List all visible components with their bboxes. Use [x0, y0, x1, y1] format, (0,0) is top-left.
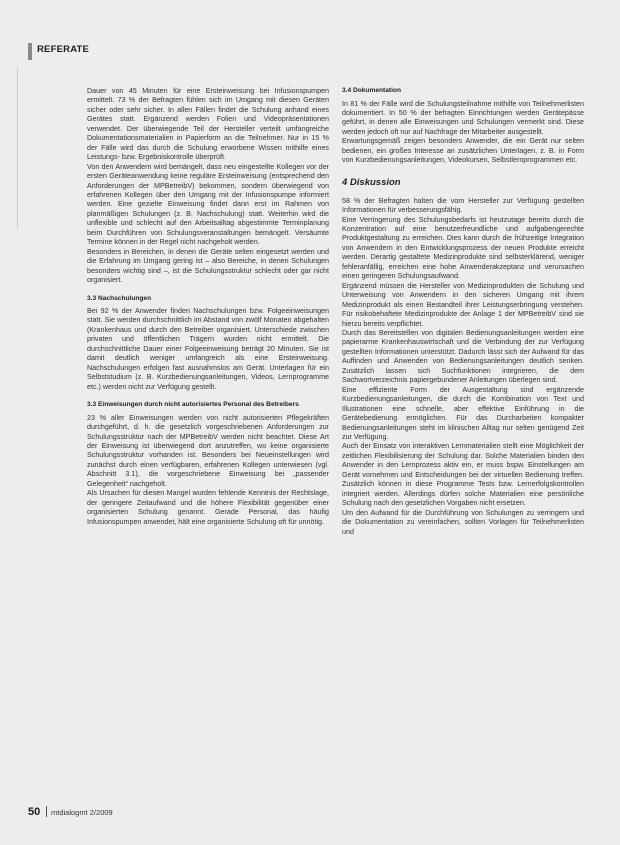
left-paragraph: Dauer von 45 Minuten für eine Ersteinweisung bei Infusionspumpen ermittelt. 73 % der Befragten fühlen sich im Umgang mit diesen Geräten sicher oder sehr sicher. In allen Fällen findet die Schulung anhand eines Gerätes statt. Ergänzend werden Folien und Videopräsentationen verwendet. Der überwiegende Teil der Hersteller verteilt umfangreiche Dokumentationsmaterialien in Papierform an die Teilnehmer. Nur in 15 % der Fälle wird das durch die Schulung erworbene Wissen mithilfe eines Leistungs- bzw. Ergebniskontrolle überprüft.: [87, 87, 329, 162]
right-paragraph: 58 % der Befragten halten die vom Hersteller zur Verfügung gestellten Informationen für verbesserungsfähig.: [342, 196, 584, 215]
text-column-left: [87, 87, 329, 527]
page-number: 50: [28, 806, 41, 818]
left-paragraph: Als Ursachen für diesen Mangel wurden fehlende Kenntnis der Rechtslage, der geringere Zeitaufwand und die höhere Flexibilität gegenüber einer organisierten Schulung genannt. Gerade Personal, das häufig Infusionspumpen anwendet, hält eine organisierte Schulung oft für unnötig.: [87, 489, 329, 526]
right-paragraph: In 81 % der Fälle wird die Schulungsteilnahme mithilfe von Teilnehmerlisten dokumentiert. In 50 % der befragten Einrichtungen werden Gerätepässe geführt, in denen alle Einweisungen und Schulungen vermerkt sind. Diese werden jedoch oft nur auf Nachfrage der Mitarbeiter ausgestellt.: [342, 99, 584, 136]
right-paragraph: Eine effiziente Form der Ausgestaltung sind ergänzende Kurzbedienungsanleitungen, die durch die Kombination von Text und Illustrationen eine schnelle, aber effektive Einführung in die Gerätebedienung ermöglichen. Für das Durcharbeiten kompakter Bedienungsanleitungen steht im klinischen Alltag nur selten genügend Zeit zur Verfügung.: [342, 385, 584, 441]
left-paragraph: Von den Anwendern wird bemängelt, dass neu eingestellte Kollegen vor der ersten Geräteanwendung keine reguläre Ersteinweisung (entsprechend den Anforderungen der MPBetreibV) bekommen, sondern überwiegend von erfahrenen Kollegen über den Umgang mit der Infusionspumpe informiert werden. Eine gezielte Einweisung findet dann erst im Rahmen von planmäßigen Schulungen (z. B. Nachschulung) statt. Weiterhin wird die unflexible und schlecht auf den Arbeitsalltag abgestimmte Terminplanung beim Durchführen von Schulungsveranstaltungen bemängelt. Versäumte Termine können in der Regel nicht nachgeholt werden.: [87, 162, 329, 247]
journal-name: mtdialog​mt 2/2009: [51, 808, 113, 817]
margin-rule: [17, 68, 18, 228]
right-heading: 4 Diskussion: [342, 176, 401, 188]
text-column-right: [342, 87, 584, 537]
left-heading: 3.3 Einweisungen durch nicht autorisiertes Personal des Betreibers: [87, 401, 299, 409]
footer-divider: [46, 806, 47, 817]
right-paragraph: Durch das Bereitstellen von digitalen Bedienungsanleitungen werden eine papierarme Krankenhauswirtschaft und die Verbindung der zur Verfügung gestellten Informationen unterstützt. Dadurch lässt sich der Aufwand für das Auffinden und Anwenden von Bedienungsanleitungen deutlich senken. Zusätzlich lassen sich Suchfunktionen integrieren, die dem Sachwortverzeichnis papiergebundener Anleitungen überlegen sind.: [342, 329, 584, 385]
left-paragraph: Bei 92 % der Anwender finden Nachschulungen bzw. Folgeeinweisungen statt. Sie werden durchschnittlich im Abstand von zwölf Monaten abgehalten (Krankenhaus und durch den Betreiber organisiert. Unterschiede zwischen privaten und öffentlichen Trägern wurden nicht ermittelt. Die durchschnittliche Dauer einer Folgeeinweisung beträgt 20 Minuten. Sie ist damit deutlich weniger umfangreich als eine Ersteinweisung. Nachschulungen erfolgen fast ausnahmslos am Gerät. Unterlagen für ein Selbststudium (z. B. Kurzbedienungsanleitungen, Videos, Lernprogramme etc.) werden nicht zur Verfügung gestellt.: [87, 307, 329, 391]
section-marker-bar: [28, 43, 32, 60]
right-paragraph: Eine Verringerung des Schulungsbedarfs ist heutzutage bereits durch die Konzentration auf eine benutzerfreundliche und aufgabengerechte Produktgestaltung zu erreichen. Dies kann durch die frühzeitige Integration von Anwendern in den Entwicklungsprozess der neuen Produkte erreicht werden. Derartig gestaltete Medizinprodukte sind selbsterklärend, weniger fehleranfällig, erreichen eine hohe Anwenderakzeptanz und verursachen einen geringeren Schulungsaufwand.: [342, 215, 584, 281]
left-paragraph: 23 % aller Einweisungen werden von nicht autorisierten Pflegekräften durchgeführt, d. h. die gesetzlich vorgeschriebenen Anforderungen zur Schulungsstruktur nach der MPBetreibV werden nicht beachtet. Diese Art der Einweisung ist überwiegend dort anzutreffen, wo keine organisierte Schulungsstruktur vorhanden ist. Besonders bei Neueinstellungen wird zunächst durch einen verfügbaren, erfahrenen Kollegen unterwiesen (vgl. Abschnitt 3.1), die vorgeschriebene Einweisung bei „passender Gelegenheit“ nachgeholt.: [87, 413, 329, 488]
right-paragraph: Erwartungsgemäß zeigen besonders Anwender, die ein Gerät nur selten bedienen, ein großes Interesse an zusätzlichen Unterlagen, z. B. in Form von Kurzbedienungsanleitungen, Videokursen, Selbstlernprogrammen etc.: [342, 137, 584, 165]
left-heading: 3.3 Nachschulungen: [87, 294, 152, 302]
section-label: REFERATE: [37, 44, 90, 55]
right-paragraph: Ergänzend müssen die Hersteller von Medizinprodukten die Schulung und Unterweisung von Anwendern in den sicheren Umgang mit ihrem Medizinprodukt als einen Bestandteil ihrer Leistungserbringung verstehen. Für risikobehaftete Medizinprodukte der Anlage 1 der MPBetreibV sind sie hierzu bereits verpflichtet.: [342, 281, 584, 328]
left-paragraph: Besonders in Bereichen, in denen die Geräte selten eingesetzt werden und die Erfahrung im Umgang gering ist – also Bereiche, in denen Schulungen besonders wichtig sind –, ist die Schulungsstruktur schlecht oder gar nicht organisiert.: [87, 247, 329, 285]
right-paragraph: Um den Aufwand für die Durchführung von Schulungen zu verringern und die Dokumentation zu vereinfachen, sollten Vorlagen für Teilnehmerlisten und: [342, 508, 584, 536]
right-paragraph: Auch der Einsatz von interaktiven Lernmaterialien stellt eine Möglichkeit der zeitlichen Flexibilisierung der Schulung dar. Solche Materialien binden den Anwender in den Lernprozess aktiv ein, er muss bspw. Einstellungen am Gerät vornehmen und Entscheidungen bei der virtuellen Bedienung treffen. Zusätzlich können in diese Programme Tests bzw. Lernerfolgskontrollen integriert werden. Allerdings dürfen solche Materialien eine persönliche Schulung nach den gesetzlichen Vorgaben nicht ersetzen.: [342, 442, 584, 508]
right-heading: 3.4 Dokumentation: [342, 87, 401, 94]
